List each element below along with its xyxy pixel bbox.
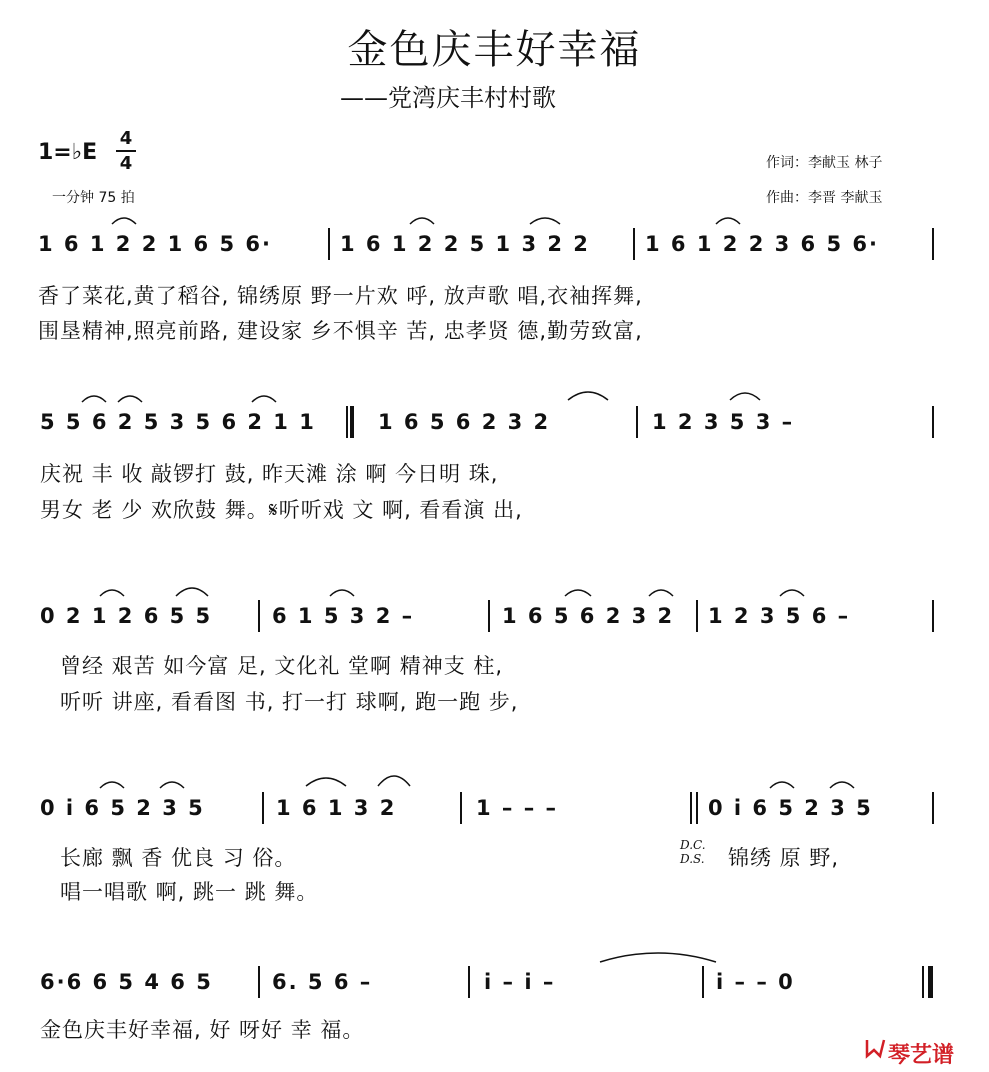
- lyric-line-1: 庆祝 丰 收 敲锣打 鼓, 昨天滩 涂 啊 今日明 珠,: [40, 462, 499, 486]
- measure-15-notes: 6·6 6 5 4 6 5: [40, 970, 213, 994]
- time-signature-bottom: 4: [119, 153, 133, 174]
- slur: [649, 590, 673, 596]
- measure-10-notes: 1 2 3 5 6 –: [708, 604, 851, 628]
- slur: [716, 218, 740, 224]
- measure-5-notes: 1 6 5 6 2 3 2: [378, 410, 551, 434]
- measure-2-notes: 1 6 1 2 2 5 1 3 2 2: [340, 232, 590, 256]
- key-signature: 1=♭E: [38, 140, 98, 165]
- lyric-line-1: 金色庆丰好幸福, 好 呀好 幸 福。: [40, 1018, 365, 1042]
- lyric-line-1: 曾经 艰苦 如今富 足, 文化礼 堂啊 精神支 柱,: [60, 654, 504, 678]
- slur: [565, 590, 591, 596]
- measure-1-notes: 1 6 1 2 2 1 6 5 6·: [38, 232, 272, 256]
- measure-8-notes: 6 1 5 3 2 –: [272, 604, 415, 628]
- lyric-line-1: 香了菜花,黄了稻谷, 锦绣原 野一片欢 呼, 放声歌 唱,衣袖挥舞,: [38, 284, 643, 308]
- slur: [112, 218, 136, 224]
- slur: [100, 590, 124, 596]
- measure-17-notes: i – i –: [484, 970, 556, 994]
- measure-16-notes: 6. 5 6 –: [272, 970, 373, 994]
- dc-marking: D.C.: [680, 838, 706, 852]
- measure-6-notes: 1 2 3 5 3 –: [652, 410, 795, 434]
- tie: [600, 953, 716, 962]
- slur: [330, 590, 354, 596]
- slur: [82, 396, 106, 402]
- song-title: 金色庆丰好幸福: [347, 27, 642, 73]
- slur: [306, 778, 346, 786]
- song-subtitle: ——党湾庆丰村村歌: [340, 84, 556, 112]
- composer-credit: 作曲：李晋 李献玉: [766, 190, 883, 206]
- lyric-line-2: 围垦精神,照亮前路, 建设家 乡不惧辛 苦, 忠孝贤 德,勤劳致富,: [38, 319, 643, 343]
- tempo-marking: 一分钟 75 拍: [52, 190, 135, 206]
- measure-4-notes: 5 5 6 2 5 3 5 6 2 1 1: [40, 410, 316, 434]
- measure-9-notes: 1 6 5 6 2 3 2: [502, 604, 675, 628]
- ds-marking: D.S.: [680, 852, 705, 866]
- measure-13-notes: 1 – – –: [476, 796, 559, 820]
- slur: [830, 782, 854, 788]
- measure-12-notes: 1 6 1 3 2: [276, 796, 397, 820]
- measure-18-notes: i – – 0: [716, 970, 795, 994]
- slur: [568, 392, 608, 400]
- slur: [118, 396, 142, 402]
- ending-lyric: 锦绣 原 野,: [728, 846, 840, 870]
- slur: [160, 782, 184, 788]
- slur: [100, 782, 124, 788]
- watermark-logo: 琴艺谱: [888, 1043, 955, 1068]
- measure-3-notes: 1 6 1 2 2 3 6 5 6·: [645, 232, 879, 256]
- slur: [252, 396, 276, 402]
- slur: [410, 218, 434, 224]
- measure-11-notes: 0 i 6 5 2 3 5: [40, 796, 205, 820]
- slur: [770, 782, 794, 788]
- lyric-line-2: 唱一唱歌 啊, 跳一 跳 舞。: [60, 880, 319, 904]
- lyric-line-2: 听听 讲座, 看看图 书, 打一打 球啊, 跑一跑 步,: [60, 690, 519, 714]
- lyricist-credit: 作词：李献玉 林子: [766, 155, 883, 171]
- measure-14-notes: 0 i 6 5 2 3 5: [708, 796, 873, 820]
- time-signature-top: 4: [119, 128, 133, 149]
- slur: [176, 588, 208, 596]
- lyric-line-1: 长廊 飘 香 优良 习 俗。: [60, 846, 297, 870]
- slur: [730, 393, 760, 400]
- slur: [530, 218, 560, 224]
- logo-icon: [864, 1036, 888, 1060]
- slur: [780, 590, 804, 596]
- slur: [378, 776, 410, 786]
- lyric-line-2: 男女 老 少 欢欣鼓 舞。𝄋听听戏 文 啊, 看看演 出,: [40, 498, 523, 522]
- measure-7-notes: 0 2 1 2 6 5 5: [40, 604, 213, 628]
